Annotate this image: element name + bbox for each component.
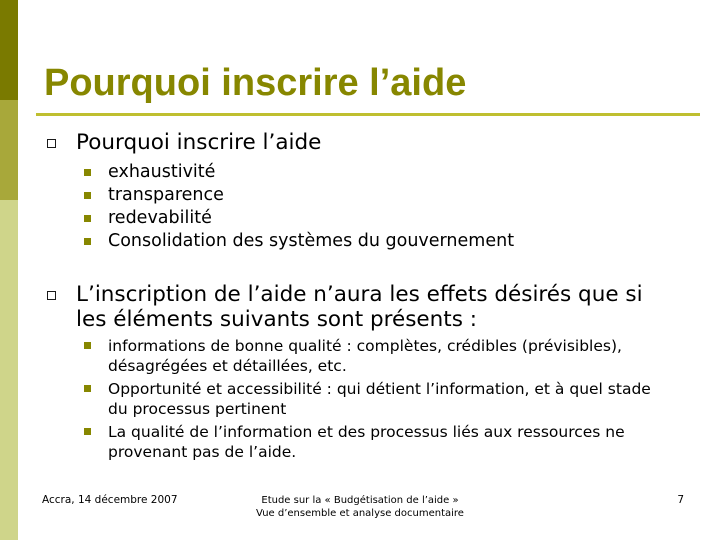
page-number: 7 [677,494,684,506]
footer-study-title [240,494,480,520]
square-bullet-icon [84,428,91,435]
sub-bullet-1-1 [84,161,674,184]
sub-bullet-1-2 [84,184,674,207]
footer-date: Accra, 14 décembre 2007 [42,494,178,506]
square-bullet-icon [84,238,91,245]
square-bullet-icon [84,342,91,349]
hollow-square-bullet-icon [47,139,56,148]
sub-bullet-text: La qualité de l’information et des processus liés aux ressources ne provenant pas de l’aide. [108,423,625,461]
sidebar-band-dark [0,0,18,100]
sub-bullet-text: redevabilité [108,208,212,228]
square-bullet-icon [84,192,91,199]
square-bullet-icon [84,169,91,176]
sub-bullet-text: Consolidation des systèmes du gouvernement [108,231,515,251]
sidebar-band-mid [0,100,18,200]
sub-bullet-1-3 [84,207,674,230]
footer-center-line-1: Etude sur la « Budgétisation de l’aide » [261,495,459,506]
sublist-2 [84,336,674,462]
sub-bullet-text: transparence [108,185,224,205]
title-underline [36,113,700,116]
sublist-1 [84,161,674,253]
bullet-level1-2-text: L’inscription de l’aide n’aura les effets désirés que si les éléments suivants sont présents : [76,282,643,332]
sub-bullet-2-2 [84,379,674,419]
slide-title: Pourquoi inscrire l’aide [44,62,467,104]
sub-bullet-2-3 [84,422,674,462]
bullet-level1-2 [50,282,660,332]
bullet-level1-1-text: Pourquoi inscrire l’aide [76,130,322,155]
sub-bullet-text: Opportunité et accessibilité : qui détient l’information, et à quel stade du processus pertinent [108,380,651,418]
sub-bullet-text: exhaustivité [108,162,216,182]
hollow-square-bullet-icon [47,291,56,300]
footer-center-line-2: Vue d’ensemble et analyse documentaire [256,508,464,519]
bullet-level1-1 [50,130,660,155]
square-bullet-icon [84,215,91,222]
square-bullet-icon [84,385,91,392]
sub-bullet-1-4 [84,230,674,253]
sidebar-band-light [0,200,18,540]
sub-bullet-text: informations de bonne qualité : complètes, crédibles (prévisibles), désagrégées et détaillées, etc. [108,337,622,375]
sub-bullet-2-1 [84,336,674,376]
